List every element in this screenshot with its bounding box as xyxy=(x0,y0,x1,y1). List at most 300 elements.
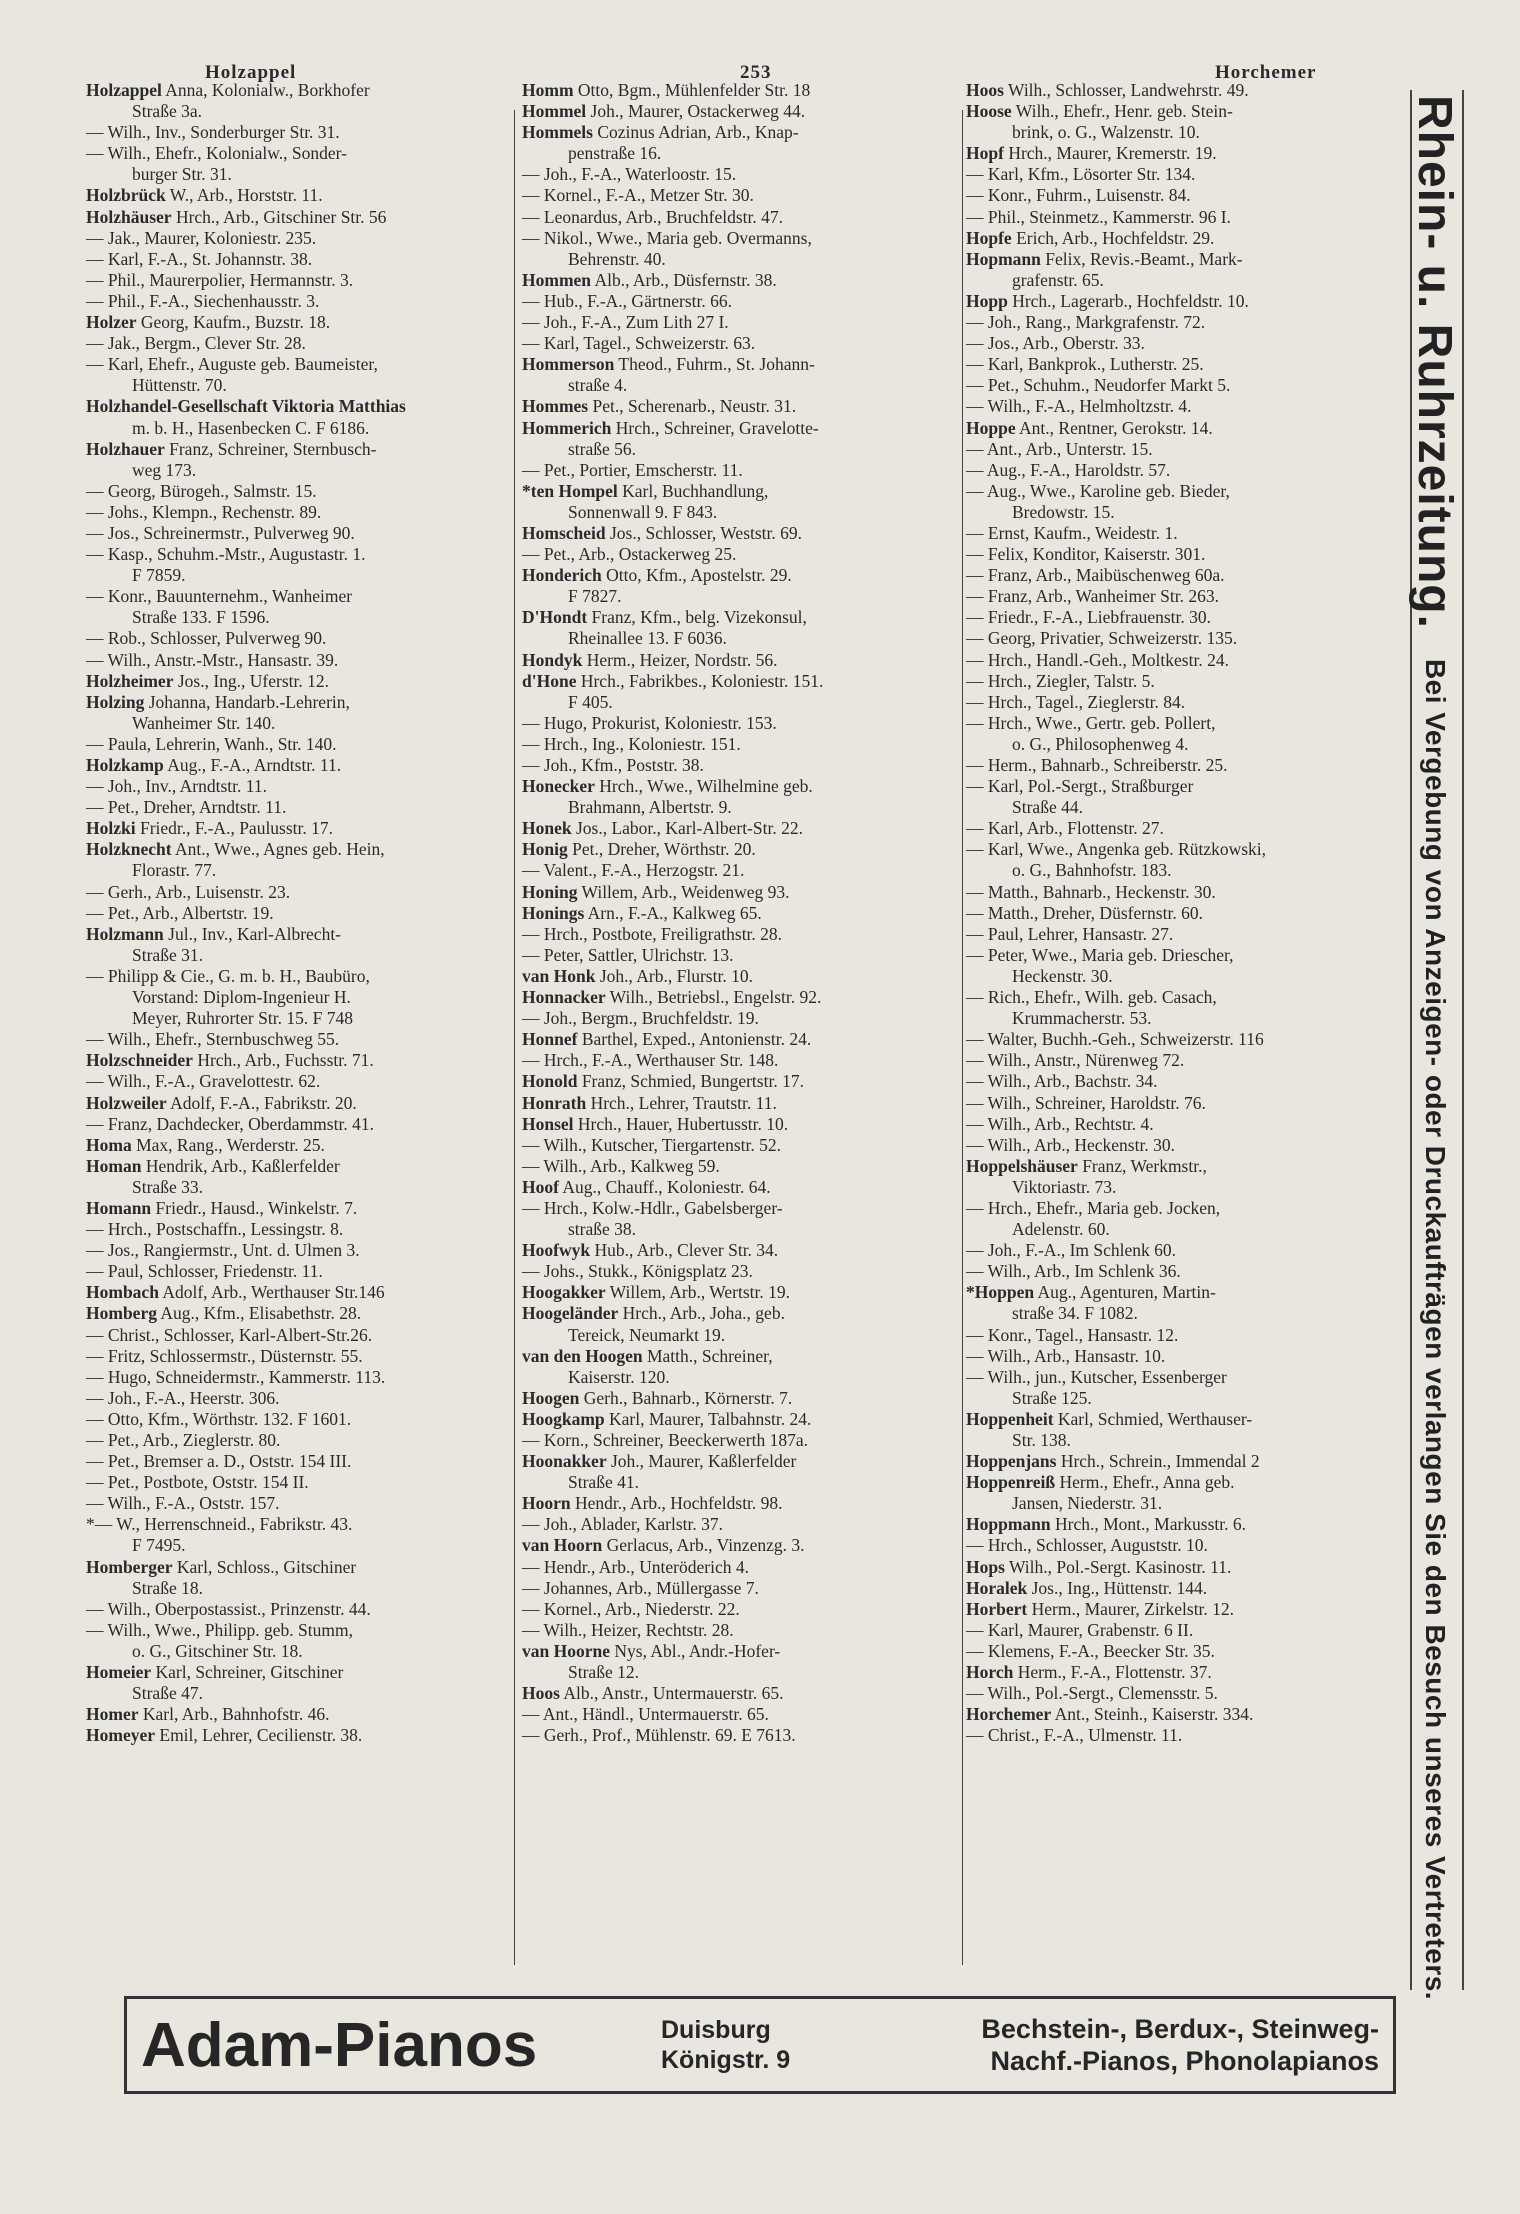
directory-entry xyxy=(86,671,511,692)
entry-text: Gerlacus, Arb., Vinzenzg. 3. xyxy=(602,1535,805,1556)
entry-text: — Peter, Wwe., Maria geb. Driescher, xyxy=(966,944,1234,965)
entry-text: Hrch., Schreiner, Gravelotte- xyxy=(611,417,819,438)
directory-entry xyxy=(86,354,511,396)
directory-entry xyxy=(522,1071,962,1092)
directory-entry xyxy=(86,776,511,797)
directory-entry xyxy=(966,312,1406,333)
entry-text: Gerh., Bahnarb., Körnerstr. 7. xyxy=(579,1387,793,1408)
directory-entry xyxy=(522,1535,962,1556)
directory-entry xyxy=(522,1641,962,1683)
entry-continuation: F 7859. xyxy=(132,565,186,586)
directory-entry xyxy=(522,650,962,671)
entry-surname: Holzbrück xyxy=(86,185,166,206)
entry-text: — Wilh., Anstr., Nürenweg 72. xyxy=(966,1050,1185,1071)
entry-continuation: Straße 47. xyxy=(132,1683,203,1704)
directory-entry xyxy=(86,1599,511,1620)
directory-entry xyxy=(966,1557,1406,1578)
directory-entry xyxy=(966,818,1406,839)
entry-surname: Hoof xyxy=(522,1176,559,1197)
directory-entry xyxy=(86,544,511,586)
directory-entry xyxy=(966,544,1406,565)
entry-text: — Hrch., Postschaffn., Lessingstr. 8. xyxy=(86,1219,344,1240)
directory-entry xyxy=(966,755,1406,776)
directory-entry xyxy=(966,1240,1406,1261)
entry-surname: Homann xyxy=(86,1197,152,1218)
entry-text: — Wilh., Inv., Sonderburger Str. 31. xyxy=(86,122,340,143)
entry-continuation: burger Str. 31. xyxy=(132,164,232,185)
directory-entry xyxy=(522,1725,962,1746)
entry-surname: Hommes xyxy=(522,396,589,417)
directory-entry xyxy=(522,481,962,523)
running-head-right: Horchemer xyxy=(1215,62,1317,83)
entry-surname: Hommel xyxy=(522,101,587,122)
entry-surname: *Hoppen xyxy=(966,1282,1035,1303)
directory-entry xyxy=(522,1198,962,1240)
entry-text: Alb., Arb., Düsfernstr. 38. xyxy=(591,269,777,290)
directory-entry xyxy=(86,1451,511,1472)
entry-continuation: Heckenstr. 30. xyxy=(1012,965,1113,986)
entry-surname: Homm xyxy=(522,80,574,100)
entry-text: — Hugo, Prokurist, Koloniestr. 153. xyxy=(522,712,777,733)
entry-text: Otto, Kfm., Apostelstr. 29. xyxy=(601,565,792,586)
entry-text: Johanna, Handarb.-Lehrerin, xyxy=(144,691,350,712)
entry-text: — Valent., F.-A., Herzogstr. 21. xyxy=(522,860,745,881)
directory-entry xyxy=(86,1219,511,1240)
entry-continuation: Sonnenwall 9. F 843. xyxy=(568,501,718,522)
entry-text: Karl, Schmied, Werthauser- xyxy=(1053,1408,1253,1429)
entry-text: Hrch., Maurer, Kremerstr. 19. xyxy=(1003,143,1217,164)
entry-surname: Holzkamp xyxy=(86,755,164,775)
directory-entry xyxy=(86,839,511,881)
directory-entry xyxy=(522,903,962,924)
directory-entry xyxy=(966,924,1406,945)
directory-entry xyxy=(522,987,962,1008)
directory-entry xyxy=(522,713,962,734)
entry-surname: Hoppenjans xyxy=(966,1451,1057,1472)
column-divider xyxy=(514,110,515,1965)
entry-text: — Johannes, Arb., Müllergasse 7. xyxy=(522,1577,759,1598)
directory-entry xyxy=(966,481,1406,523)
directory-entry xyxy=(966,1514,1406,1535)
entry-text: — Georg, Bürogeh., Salmstr. 15. xyxy=(86,480,317,501)
entry-text: — Fritz, Schlossermstr., Düsternstr. 55. xyxy=(86,1345,363,1366)
directory-entry xyxy=(966,1535,1406,1556)
entry-text: — Franz, Arb., Maibüschenweg 60a. xyxy=(966,565,1225,586)
directory-entry xyxy=(86,207,511,228)
entry-text: Herm., Ehefr., Anna geb. xyxy=(1055,1472,1235,1493)
directory-entry xyxy=(522,966,962,987)
directory-entry xyxy=(966,80,1406,101)
entry-text: — Wilh., Arb., Rechtstr. 4. xyxy=(966,1113,1154,1134)
entry-text: — Phil., F.-A., Siechenhausstr. 3. xyxy=(86,290,320,311)
entry-text: — Wilh., jun., Kutscher, Essenberger xyxy=(966,1366,1227,1387)
directory-entry xyxy=(522,1008,962,1029)
entry-text: Jos., Schlosser, Weststr. 69. xyxy=(605,522,803,543)
directory-entry xyxy=(86,1620,511,1662)
directory-entry xyxy=(522,1261,962,1282)
directory-entry xyxy=(86,1367,511,1388)
directory-entry xyxy=(966,439,1406,460)
entry-text: — Jak., Maurer, Koloniestr. 235. xyxy=(86,227,317,248)
directory-entry xyxy=(522,755,962,776)
directory-entry xyxy=(966,1029,1406,1050)
entry-text: Wilh., Betriebsl., Engelstr. 92. xyxy=(605,987,822,1008)
entry-text: — Peter, Sattler, Ulrichstr. 13. xyxy=(522,944,734,965)
entry-text: — Pet., Portier, Emscherstr. 11. xyxy=(522,459,743,480)
entry-text: — Jak., Bergm., Clever Str. 28. xyxy=(86,333,306,354)
directory-entry xyxy=(86,1198,511,1219)
entry-text: — Karl, Tagel., Schweizerstr. 63. xyxy=(522,333,756,354)
entry-continuation: Bredowstr. 15. xyxy=(1012,501,1115,522)
entry-surname: Hommerson xyxy=(522,354,615,375)
directory-entry xyxy=(522,460,962,481)
directory-entry xyxy=(966,1135,1406,1156)
directory-entry xyxy=(966,1683,1406,1704)
entry-text: — Wilh., Arb., Im Schlenk 36. xyxy=(966,1261,1181,1282)
entry-text: Hrch., Wwe., Wilhelmine geb. xyxy=(594,776,813,797)
entry-surname: Holzappel xyxy=(86,80,162,100)
entry-text: — Felix, Konditor, Kaiserstr. 301. xyxy=(966,544,1206,565)
column-divider xyxy=(962,110,963,1965)
directory-entry xyxy=(966,249,1406,291)
entry-text: — Wilh., Arb., Bachstr. 34. xyxy=(966,1071,1158,1092)
directory-entry xyxy=(522,1557,962,1578)
directory-entry xyxy=(522,1303,962,1345)
directory-entry xyxy=(86,1156,511,1198)
entry-surname: d'Hone xyxy=(522,670,577,691)
entry-surname: Holzhauer xyxy=(86,438,165,459)
entry-text: — Hrch., Ehefr., Maria geb. Jocken, xyxy=(966,1197,1221,1218)
directory-entry xyxy=(966,1620,1406,1641)
entry-text: Georg, Kaufm., Buzstr. 18. xyxy=(136,312,331,333)
entry-continuation: Wanheimer Str. 140. xyxy=(132,712,276,733)
directory-entry xyxy=(966,1282,1406,1324)
entry-text: — Hrch., Tagel., Zieglerstr. 84. xyxy=(966,691,1186,712)
directory-entry xyxy=(522,354,962,396)
directory-entry xyxy=(522,839,962,860)
entry-surname: D'Hondt xyxy=(522,607,588,628)
entry-surname: van Hoorne xyxy=(522,1640,610,1661)
entry-surname: Holzheimer xyxy=(86,670,174,691)
directory-entry xyxy=(86,1704,511,1725)
entry-continuation: Straße 44. xyxy=(1012,797,1083,818)
entry-text: Cozinus Adrian, Arb., Knap- xyxy=(592,122,799,143)
directory-entry xyxy=(522,1493,962,1514)
entry-continuation: Rheinallee 13. F 6036. xyxy=(568,628,727,649)
directory-entry xyxy=(86,333,511,354)
entry-text: Friedr., Hausd., Winkelstr. 7. xyxy=(151,1197,358,1218)
entry-text: — Jos., Rangiermstr., Unt. d. Ulmen 3. xyxy=(86,1240,360,1261)
entry-text: — Philipp & Cie., G. m. b. H., Baubüro, xyxy=(86,965,370,986)
entry-continuation: grafenstr. 65. xyxy=(1012,269,1104,290)
entry-text: — Christ., F.-A., Ulmenstr. 11. xyxy=(966,1725,1183,1746)
entry-text: Theod., Fuhrm., St. Johann- xyxy=(614,354,815,375)
directory-entry xyxy=(522,1599,962,1620)
directory-entry xyxy=(522,544,962,565)
directory-entry xyxy=(522,1114,962,1135)
entry-surname: *ten Hompel xyxy=(522,480,618,501)
entry-text: — Karl, Kfm., Lösorter Str. 134. xyxy=(966,164,1196,185)
entry-text: Hrch., Fabrikbes., Koloniestr. 151. xyxy=(576,670,824,691)
directory-entry xyxy=(86,1282,511,1303)
entry-text: — Kornel., Arb., Niederstr. 22. xyxy=(522,1598,740,1619)
entry-text: — Otto, Kfm., Wörthstr. 132. F 1601. xyxy=(86,1408,352,1429)
entry-continuation: penstraße 16. xyxy=(568,143,662,164)
entry-surname: Holzer xyxy=(86,312,137,333)
directory-entry xyxy=(522,924,962,945)
directory-entry xyxy=(522,1282,962,1303)
directory-entry xyxy=(966,1725,1406,1746)
entry-text: Aug., F.-A., Arndtstr. 11. xyxy=(163,755,342,775)
entry-text: — Leonardus, Arb., Bruchfeldstr. 47. xyxy=(522,206,783,227)
entry-continuation: Straße 31. xyxy=(132,944,203,965)
directory-entry xyxy=(966,1704,1406,1725)
directory-entry xyxy=(522,101,962,122)
directory-entry xyxy=(522,671,962,713)
entry-text: — Matth., Dreher, Düsfernstr. 60. xyxy=(966,902,1203,923)
directory-entry xyxy=(522,207,962,228)
directory-entry xyxy=(522,1135,962,1156)
directory-entry xyxy=(86,481,511,502)
entry-text: — Phil., Steinmetz., Kammerstr. 96 I. xyxy=(966,206,1231,227)
entry-text: — Joh., Rang., Markgrafenstr. 72. xyxy=(966,312,1206,333)
entry-text: Ant., Rentner, Gerokstr. 14. xyxy=(1015,417,1213,438)
entry-text: — Christ., Schlosser, Karl-Albert-Str.26. xyxy=(86,1324,373,1345)
entry-text: — Konr., Tagel., Hansastr. 12. xyxy=(966,1324,1179,1345)
directory-entry xyxy=(522,1683,962,1704)
entry-text: Adolf, F.-A., Fabrikstr. 20. xyxy=(166,1092,357,1113)
entry-text: Willem, Arb., Wertstr. 19. xyxy=(605,1282,791,1303)
entry-text: — Paul, Lehrer, Hansastr. 27. xyxy=(966,923,1174,944)
entry-text: Hrch., Schrein., Immendal 2 xyxy=(1056,1451,1260,1472)
directory-entry xyxy=(86,1409,511,1430)
entry-surname: Hoogeländer xyxy=(522,1303,619,1324)
directory-entry xyxy=(86,1493,511,1514)
entry-text: Karl, Buchhandlung, xyxy=(617,480,769,501)
entry-continuation: Behrenstr. 40. xyxy=(568,248,666,269)
entry-surname: Hops xyxy=(966,1556,1005,1577)
entry-text: Ant., Steinh., Kaiserstr. 334. xyxy=(1051,1704,1254,1725)
directory-entry xyxy=(86,797,511,818)
entry-surname: Honnacker xyxy=(522,987,606,1008)
entry-text: — Konr., Bauunternehm., Wanheimer xyxy=(86,586,353,607)
entry-text: — Hrch., Kolw.-Hdlr., Gabelsberger- xyxy=(522,1197,783,1218)
entry-surname: van den Hoogen xyxy=(522,1345,643,1366)
directory-entry xyxy=(86,1514,511,1556)
entry-text: Jos., Labor., Karl-Albert-Str. 22. xyxy=(571,818,803,839)
entry-text: — Ant., Arb., Unterstr. 15. xyxy=(966,438,1153,459)
directory-entry xyxy=(86,1303,511,1324)
entry-surname: Honek xyxy=(522,818,572,839)
directory-entry xyxy=(966,607,1406,628)
directory-entry xyxy=(966,945,1406,987)
side-ad-text: Bei Vergebung von Anzeigen- oder Druckaufträgen verlangen Sie den Besuch unseres Vertreters. xyxy=(1420,658,1451,2001)
directory-entry xyxy=(86,249,511,270)
directory-entry xyxy=(522,1156,962,1177)
entry-text: Jos., Ing., Hüttenstr. 144. xyxy=(1027,1577,1208,1598)
directory-entry xyxy=(86,1240,511,1261)
directory-entry xyxy=(966,164,1406,185)
directory-entry xyxy=(966,418,1406,439)
entry-text: *— W., Herrenschneid., Fabrikstr. 43. xyxy=(86,1514,353,1535)
entry-continuation: Vorstand: Diplom-Ingenieur H. xyxy=(132,987,351,1008)
entry-text: Hrch., Arb., Joha., geb. xyxy=(618,1303,785,1324)
entry-text: — Hrch., Handl.-Geh., Moltkestr. 24. xyxy=(966,649,1229,670)
ad-border xyxy=(1462,90,1464,1990)
entry-text: Joh., Arb., Flurstr. 10. xyxy=(595,965,753,986)
entry-continuation: Jansen, Niederstr. 31. xyxy=(1012,1493,1163,1514)
entry-text: — Jos., Arb., Oberstr. 33. xyxy=(966,333,1145,354)
entry-continuation: straße 38. xyxy=(568,1219,637,1240)
footer-advertisement xyxy=(124,1996,1396,2094)
entry-text: Karl, Arb., Bahnhofstr. 46. xyxy=(138,1704,330,1725)
entry-text: — Klemens, F.-A., Beecker Str. 35. xyxy=(966,1640,1215,1661)
entry-surname: Horbert xyxy=(966,1598,1028,1619)
entry-text: Herm., Maurer, Zirkelstr. 12. xyxy=(1027,1598,1235,1619)
directory-entry xyxy=(966,565,1406,586)
directory-entry xyxy=(522,860,962,881)
entry-text: Franz, Kfm., belg. Vizekonsul, xyxy=(587,607,807,628)
directory-entry xyxy=(966,1451,1406,1472)
directory-entry xyxy=(966,101,1406,143)
entry-continuation: F 7827. xyxy=(568,586,622,607)
directory-entry xyxy=(522,523,962,544)
entry-text: Wilh., Ehefr., Henr. geb. Stein- xyxy=(1011,101,1233,122)
directory-entry xyxy=(966,396,1406,417)
entry-surname: Hoorn xyxy=(522,1493,571,1514)
entry-text: Jos., Ing., Uferstr. 12. xyxy=(173,670,330,691)
directory-entry xyxy=(86,650,511,671)
directory-entry xyxy=(966,185,1406,206)
entry-surname: Honecker xyxy=(522,776,595,797)
entry-text: — Wilh., Arb., Heckenstr. 30. xyxy=(966,1134,1175,1155)
entry-text: Franz, Schmied, Bungertstr. 17. xyxy=(577,1071,804,1092)
directory-entry xyxy=(966,650,1406,671)
entry-surname: Homa xyxy=(86,1134,132,1155)
entry-surname: Honig xyxy=(522,839,568,860)
entry-text: — Paul, Schlosser, Friedenstr. 11. xyxy=(86,1261,323,1282)
directory-entry xyxy=(86,396,511,438)
entry-surname: Holzhandel-Gesellschaft Viktoria Matthias xyxy=(86,396,406,417)
directory-entry xyxy=(86,882,511,903)
entry-surname: Hoppe xyxy=(966,417,1016,438)
directory-entry xyxy=(966,628,1406,649)
entry-text: — Pet., Arb., Albertstr. 19. xyxy=(86,902,274,923)
entry-text: Jul., Inv., Karl-Albrecht- xyxy=(163,923,342,944)
entry-text: — Wilh., Wwe., Philipp. geb. Stumm, xyxy=(86,1619,353,1640)
directory-entry xyxy=(966,1114,1406,1135)
entry-surname: Honold xyxy=(522,1071,578,1092)
entry-text: — Ernst, Kaufm., Weidestr. 1. xyxy=(966,522,1178,543)
entry-text: — Hrch., Postbote, Freiligrathstr. 28. xyxy=(522,923,783,944)
entry-text: Pet., Dreher, Wörthstr. 20. xyxy=(567,839,756,860)
entry-surname: Honings xyxy=(522,902,585,923)
entry-text: — Wilh., Arb., Hansastr. 10. xyxy=(966,1345,1166,1366)
directory-entry xyxy=(522,734,962,755)
entry-surname: Hoppelshäuser xyxy=(966,1155,1078,1176)
entry-continuation: Hüttenstr. 70. xyxy=(132,375,227,396)
directory-entry xyxy=(86,692,511,734)
entry-text: — Joh., Inv., Arndtstr. 11. xyxy=(86,776,267,797)
entry-text: — Wilh., Arb., Kalkweg 59. xyxy=(522,1155,720,1176)
directory-entry xyxy=(966,586,1406,607)
directory-entry xyxy=(966,692,1406,713)
directory-entry xyxy=(966,523,1406,544)
entry-continuation: Brahmann, Albertstr. 9. xyxy=(568,797,732,818)
entry-continuation: Straße 12. xyxy=(568,1662,639,1683)
entry-text: Franz, Schreiner, Sternbusch- xyxy=(164,438,377,459)
entry-text: — Aug., Wwe., Karoline geb. Bieder, xyxy=(966,480,1230,501)
directory-entry xyxy=(522,1578,962,1599)
footer-ad-address: Königstr. 9 xyxy=(661,2046,791,2074)
entry-text: — Kornel., F.-A., Metzer Str. 30. xyxy=(522,185,754,206)
directory-entry xyxy=(966,1409,1406,1451)
directory-entry xyxy=(966,1662,1406,1683)
entry-continuation: Straße 33. xyxy=(132,1176,203,1197)
entry-text: — Gerh., Arb., Luisenstr. 23. xyxy=(86,881,291,902)
entry-continuation: Viktoriastr. 73. xyxy=(1012,1176,1117,1197)
entry-text: — Wilh., Pol.-Sergt., Clemensstr. 5. xyxy=(966,1683,1218,1704)
entry-text: — Jos., Schreinermstr., Pulverweg 90. xyxy=(86,522,355,543)
entry-text: — Nikol., Wwe., Maria geb. Overmanns, xyxy=(522,227,812,248)
directory-entry xyxy=(522,1409,962,1430)
entry-surname: Hombach xyxy=(86,1282,159,1303)
entry-text: Karl, Maurer, Talbahnstr. 24. xyxy=(604,1408,812,1429)
entry-text: — Paula, Lehrerin, Wanh., Str. 140. xyxy=(86,733,337,754)
directory-entry xyxy=(522,945,962,966)
directory-entry xyxy=(86,1325,511,1346)
entry-surname: Homscheid xyxy=(522,522,606,543)
directory-entry xyxy=(86,1388,511,1409)
directory-entry xyxy=(86,228,511,249)
entry-text: Hub., Arb., Clever Str. 34. xyxy=(590,1240,779,1261)
directory-entry xyxy=(522,164,962,185)
directory-entry xyxy=(522,1620,962,1641)
directory-entry xyxy=(966,1641,1406,1662)
directory-entry xyxy=(966,903,1406,924)
directory-entry xyxy=(966,228,1406,249)
directory-entry xyxy=(522,312,962,333)
entry-text: — Karl, Wwe., Angenka geb. Rützkowski, xyxy=(966,839,1267,860)
entry-text: Hrch., Lehrer, Trautstr. 11. xyxy=(586,1092,777,1113)
entry-text: Hrch., Arb., Fuchsstr. 71. xyxy=(192,1050,374,1071)
directory-entry xyxy=(86,586,511,628)
directory-entry xyxy=(86,1430,511,1451)
directory-entry xyxy=(86,1725,511,1746)
directory-entry xyxy=(86,1135,511,1156)
entry-continuation: Kaiserstr. 120. xyxy=(568,1366,670,1387)
entry-surname: Homer xyxy=(86,1704,139,1725)
entry-text: — Joh., Ablader, Karlstr. 37. xyxy=(522,1514,724,1535)
entry-text: — Karl, Pol.-Sergt., Straßburger xyxy=(966,776,1194,797)
entry-surname: Hopf xyxy=(966,143,1004,164)
directory-entry xyxy=(86,1114,511,1135)
running-head-left: Holzappel xyxy=(205,62,297,83)
entry-text: — Joh., Kfm., Poststr. 38. xyxy=(522,755,704,775)
entry-continuation: F 7495. xyxy=(132,1535,186,1556)
directory-entry xyxy=(522,1050,962,1071)
entry-continuation: Straße 125. xyxy=(1012,1387,1092,1408)
entry-continuation: Straße 3a. xyxy=(132,101,202,122)
entry-text: — Pet., Arb., Ostackerweg 25. xyxy=(522,544,737,565)
entry-text: Hrch., Lagerarb., Hochfeldstr. 10. xyxy=(1007,290,1249,311)
directory-entry xyxy=(522,1514,962,1535)
entry-text: — Wilh., Kutscher, Tiergartenstr. 52. xyxy=(522,1134,781,1155)
directory-entry xyxy=(966,776,1406,818)
entry-text: — Joh., Bergm., Bruchfeldstr. 19. xyxy=(522,1008,759,1029)
directory-entry xyxy=(86,1261,511,1282)
directory-entry xyxy=(522,122,962,164)
